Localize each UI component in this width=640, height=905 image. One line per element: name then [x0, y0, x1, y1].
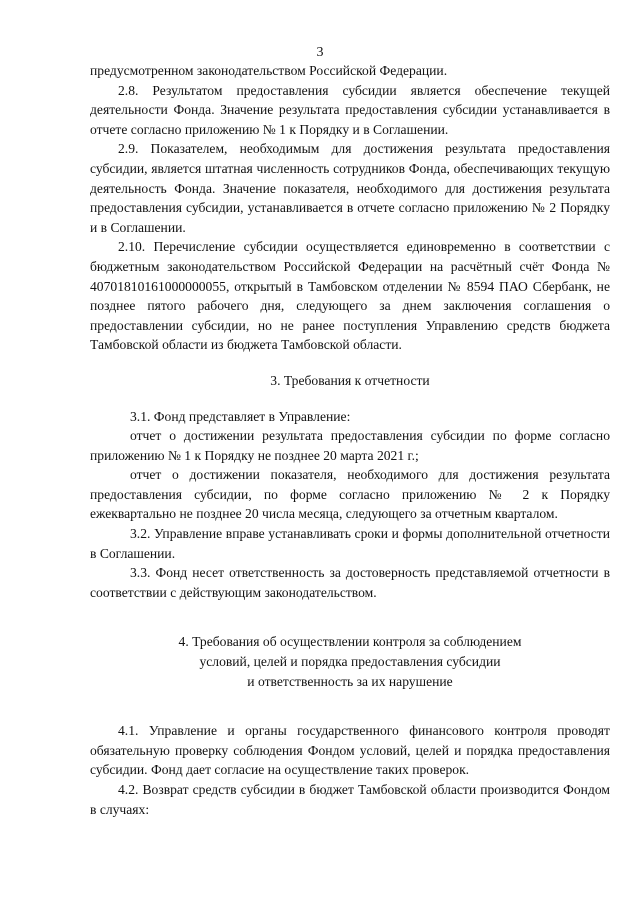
paragraph-2-9: 2.9. Показателем, необходимым для достижения результата предоставления субсидии, является штатная численность сотрудников Фонда, обеспечивающих текущую деятельность Фонда. Значение показателя, необходимого для достижения результата предоставления субсидии, устанавливается в отчете согласно приложению № 2 Порядку и в Соглашении.	[90, 141, 610, 235]
section-4-heading-line-2: условий, целей и порядка предоставления субсидии	[199, 654, 501, 670]
paragraph-3-3: 3.3. Фонд несет ответственность за достоверность представляемой отчетности в соответствии с действующим законодательством.	[90, 565, 610, 600]
document-body	[90, 61, 610, 819]
paragraph-4-2: 4.2. Возврат средств субсидии в бюджет Тамбовской области производится Фондом в случаях:	[90, 782, 610, 817]
paragraph-3-2: 3.2. Управление вправе устанавливать сроки и формы дополнительной отчетности в Соглашении.	[90, 526, 610, 561]
section-4-heading-line-3: и ответственность за их нарушение	[247, 673, 453, 689]
paragraph-continuation: предусмотренном законодательством Российской Федерации.	[90, 63, 448, 78]
section-4-heading-line-1: 4. Требования об осуществлении контроля за соблюдением	[178, 634, 522, 650]
paragraph-3-1-item-2: отчет о достижении показателя, необходимого для достижения результата предоставления субсидии, по форме согласно приложению № 2 к Порядку ежеквартально не позднее 20 числа месяца, следующего за отчетным кварталом.	[90, 467, 610, 522]
paragraph-3-1-item-1: отчет о достижении результата предоставления субсидии по форме согласно приложению № 1 к Порядку не позднее 20 марта 2021 г.;	[90, 428, 610, 463]
paragraph-4-1: 4.1. Управление и органы государственного финансового контроля проводят обязательную проверку соблюдения Фондом условий, целей и порядка предоставления субсидии. Фонд дает согласие на осуществление таких проверок.	[90, 723, 610, 778]
paragraph-2-8: 2.8. Результатом предоставления субсидии является обеспечение текущей деятельности Фонда. Значение результата предоставления субсидии устанавливается в отчете согласно приложению № 1 к Порядку и в Соглашении.	[90, 82, 610, 137]
paragraph-2-10: 2.10. Перечисление субсидии осуществляется единовременно в соответствии с бюджетным законодательством Российской Федерации на расчётный счёт Фонда № 40701810161000000055, открытый в Тамбовском отделении № 8594 ПАО Сбербанк, не позднее пятого рабочего дня, следующего за днем заключения соглашения о предоставлении субсидии, но не ранее поступления Управлению средств бюджета Тамбовской области из бюджета Тамбовской области.	[90, 239, 610, 353]
page-number: 3	[316, 45, 324, 60]
section-3-heading: 3. Требования к отчетности	[270, 372, 430, 388]
paragraph-3-1: 3.1. Фонд представляет в Управление:	[130, 408, 351, 424]
